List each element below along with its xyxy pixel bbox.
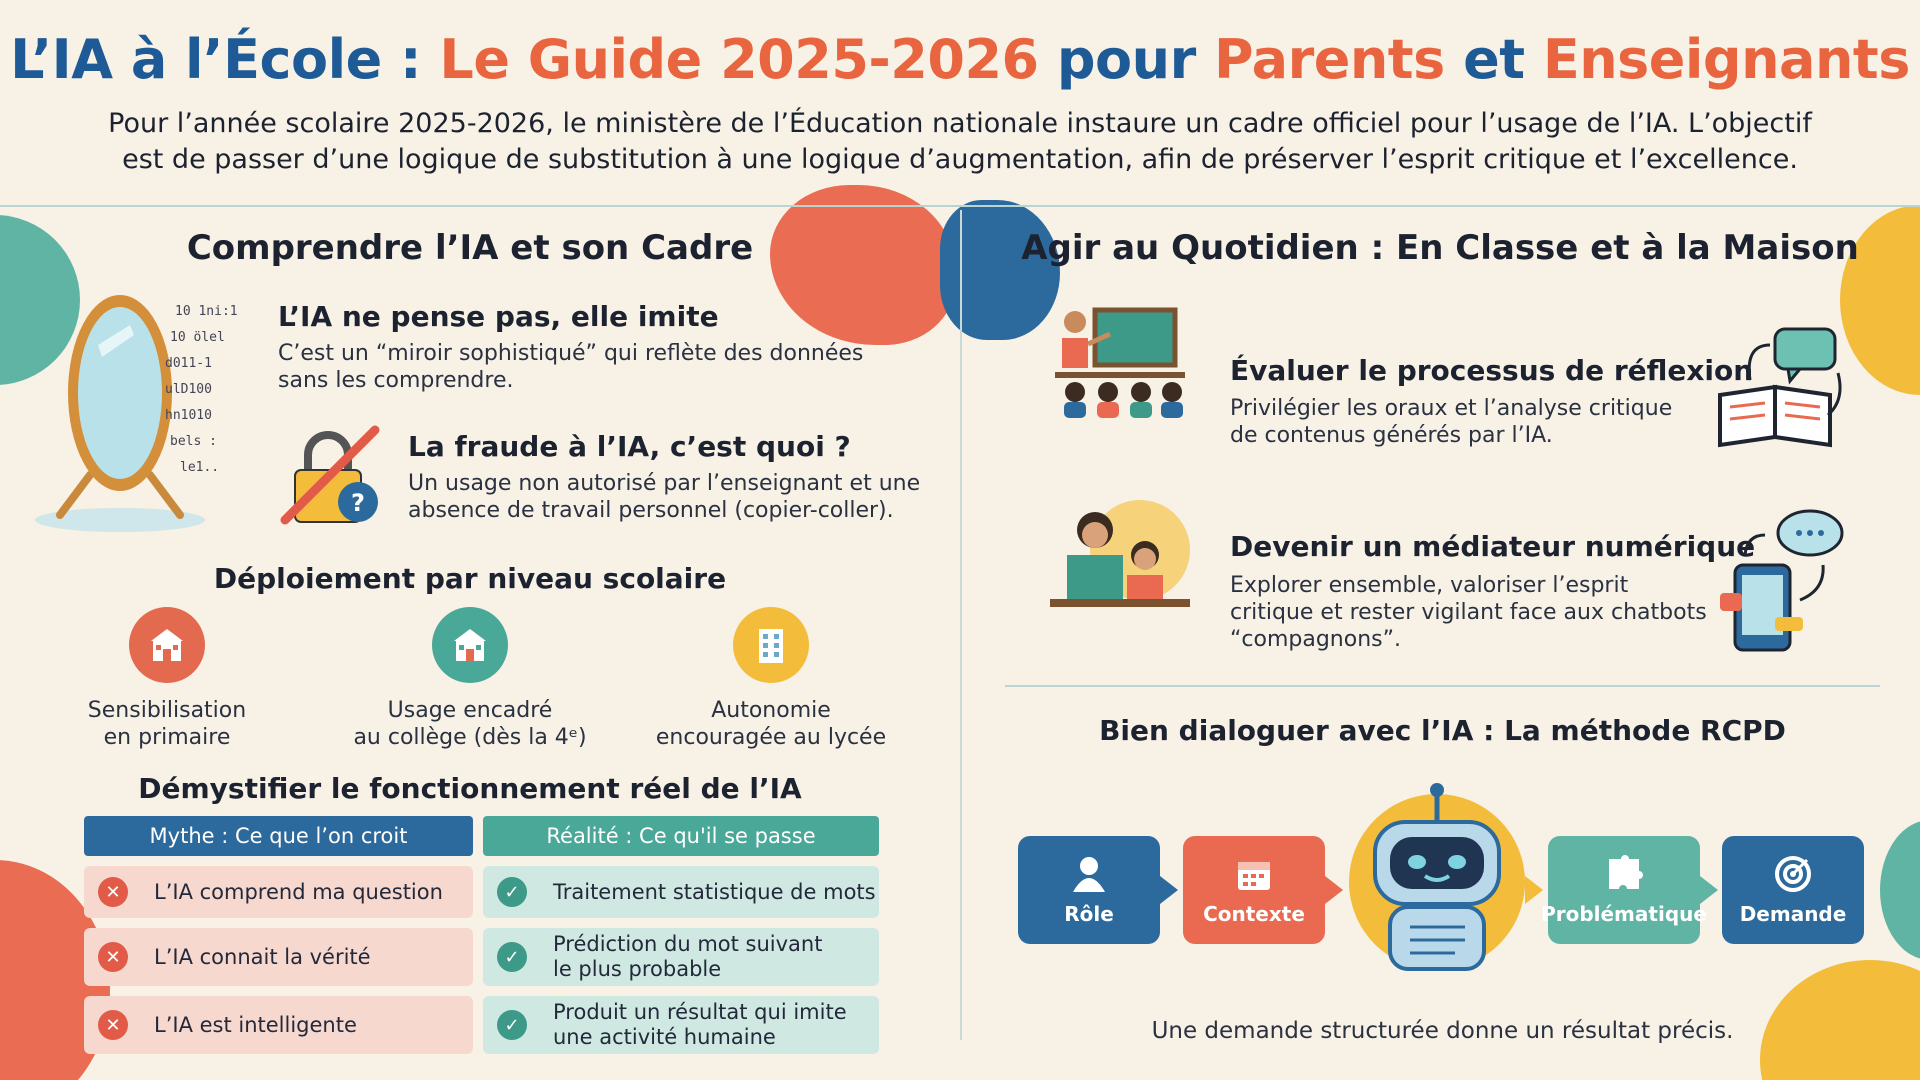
myth-text: L’IA est intelligente [154,1012,357,1037]
svg-text:10 1ni:1: 10 1ni:1 [175,304,238,319]
check-icon: ✓ [497,942,527,972]
evaluate-text [1230,395,1710,449]
intro-line: est de passer d’une logique de substitution à une logique d’augmentation, afin de préserver l’esprit critique et l’excellence. [122,144,1798,175]
step-arrow [1325,876,1343,904]
myth-cell [84,928,473,986]
parent-child-icon [1045,495,1195,615]
text-line: sans les comprendre. [278,368,514,393]
level-primary [37,607,297,751]
header-divider [0,205,1920,207]
column-divider [960,210,962,1040]
step-role [1018,836,1160,944]
step-arrow [1700,876,1718,904]
left-section-title: Comprendre l’IA et son Cadre [186,228,754,268]
text-line: Explorer ensemble, valoriser l’esprit [1230,573,1629,598]
right-section-title: Agir au Quotidien : En Classe et à la Maison [1021,228,1859,268]
target-icon [1773,854,1813,894]
title-part: Enseignants [1542,28,1910,91]
fraud-title: La fraude à l’IA, c’est quoi ? [408,430,851,463]
level-label: Usage encadré [387,698,553,723]
fraud-text [408,470,948,524]
title-part: Parents [1214,28,1445,91]
text-line: absence de travail personnel (copier-coller). [408,498,894,523]
step-label: Demande [1739,902,1847,926]
svg-text:?: ? [351,489,365,517]
school-icon [432,607,508,683]
reality-text: une activité humaine [553,1025,776,1049]
reality-cell [483,866,879,918]
svg-text:d011-1: d011-1 [165,356,212,371]
level-label: encouragée au lycée [655,725,887,750]
step-arrow [1160,876,1178,904]
step-label: Problématique [1541,902,1707,926]
cross-icon: ✕ [98,877,128,907]
title-part: Le Guide 2025-2026 [439,28,1039,91]
page-title [0,28,1920,91]
rcpd-title: Bien dialoguer avec l’IA : La méthode RCPD [1099,714,1786,747]
title-part: L’IA à l’École : [10,28,440,91]
teacher-classroom-icon [1050,300,1190,425]
level-lycee [641,607,901,751]
reality-text: le plus probable [553,957,722,981]
calendar-icon [1234,854,1274,894]
mirror-text [278,340,898,394]
text-line: “compagnons”. [1230,627,1401,652]
decor-blob-teal-right [1880,820,1920,960]
svg-text:10 ölel: 10 ölel [170,330,225,345]
level-label: au collège (dès la 4ᵉ) [353,725,587,750]
cross-icon: ✕ [98,1010,128,1040]
rcpd-caption: Une demande structurée donne un résultat précis. [1151,1018,1734,1044]
step-problematique [1541,836,1707,944]
level-label: Sensibilisation [87,698,247,723]
title-part: et [1444,28,1543,91]
level-label: Autonomie [711,698,831,723]
reality-text: Traitement statistique de mots [553,879,876,904]
text-line: Un usage non autorisé par l’enseignant et une [408,471,921,496]
puzzle-icon [1604,854,1644,894]
levels-title: Déploiement par niveau scolaire [213,562,727,595]
table-row [84,996,879,1054]
level-college [340,607,600,751]
step-arrow [1525,876,1543,904]
table-row [84,866,879,918]
step-demande [1722,836,1864,944]
myth-cell [84,866,473,918]
evaluate-title: Évaluer le processus de réflexion [1230,354,1754,387]
step-label: Contexte [1203,902,1305,926]
myth-title: Démystifier le fonctionnement réel de l’IA [138,772,802,805]
reality-header: Réalité : Ce qu'il se passe [483,816,879,856]
svg-text:ulD100: ulD100 [165,382,212,397]
cross-icon: ✕ [98,942,128,972]
tablet-chat-icon [1715,505,1845,655]
decor-blob-blue [940,200,1060,340]
svg-text:hn1010: hn1010 [165,408,212,423]
myth-text: L’IA comprend ma question [154,879,443,904]
reality-text: Prédiction du mot suivant [553,932,823,956]
text-line: Privilégier les oraux et l’analyse critique [1230,396,1673,421]
school-icon [129,607,205,683]
mediator-title: Devenir un médiateur numérique [1230,530,1756,563]
reality-cell [483,928,879,986]
text-line: C’est un “miroir sophistiqué” qui reflète des données [278,341,864,366]
text-line: critique et rester vigilant face aux chatbots [1230,600,1707,625]
right-divider [1005,685,1880,687]
step-contexte [1183,836,1325,944]
text-line: de contenus générés par l’IA. [1230,423,1553,448]
check-icon: ✓ [497,1010,527,1040]
reality-text: Produit un résultat qui imite [553,1000,847,1024]
lock-icon [280,425,390,530]
myth-header: Mythe : Ce que l’on croit [84,816,473,856]
myth-cell [84,996,473,1054]
mediator-text [1230,572,1710,653]
myth-reality-table [84,816,879,1054]
building-icon [733,607,809,683]
title-part: pour [1038,28,1215,91]
robot-icon [1345,772,1530,972]
svg-text:le1..: le1.. [180,460,220,475]
book-chat-icon [1710,325,1850,455]
person-icon [1069,854,1109,894]
level-label: en primaire [103,725,231,750]
table-row [84,928,879,986]
intro-line: Pour l’année scolaire 2025-2026, le ministère de l’Éducation nationale instaure un cadre officiel pour l’usage de l’IA. L’objectif [108,108,1812,139]
step-label: Rôle [1064,902,1114,926]
intro-paragraph [40,106,1880,178]
mirror-title: L’IA ne pense pas, elle imite [278,300,719,333]
svg-text:bels :: bels : [170,434,217,449]
myth-text: L’IA connait la vérité [154,944,371,969]
check-icon: ✓ [497,877,527,907]
reality-cell [483,996,879,1054]
mirror-icon [30,275,260,535]
